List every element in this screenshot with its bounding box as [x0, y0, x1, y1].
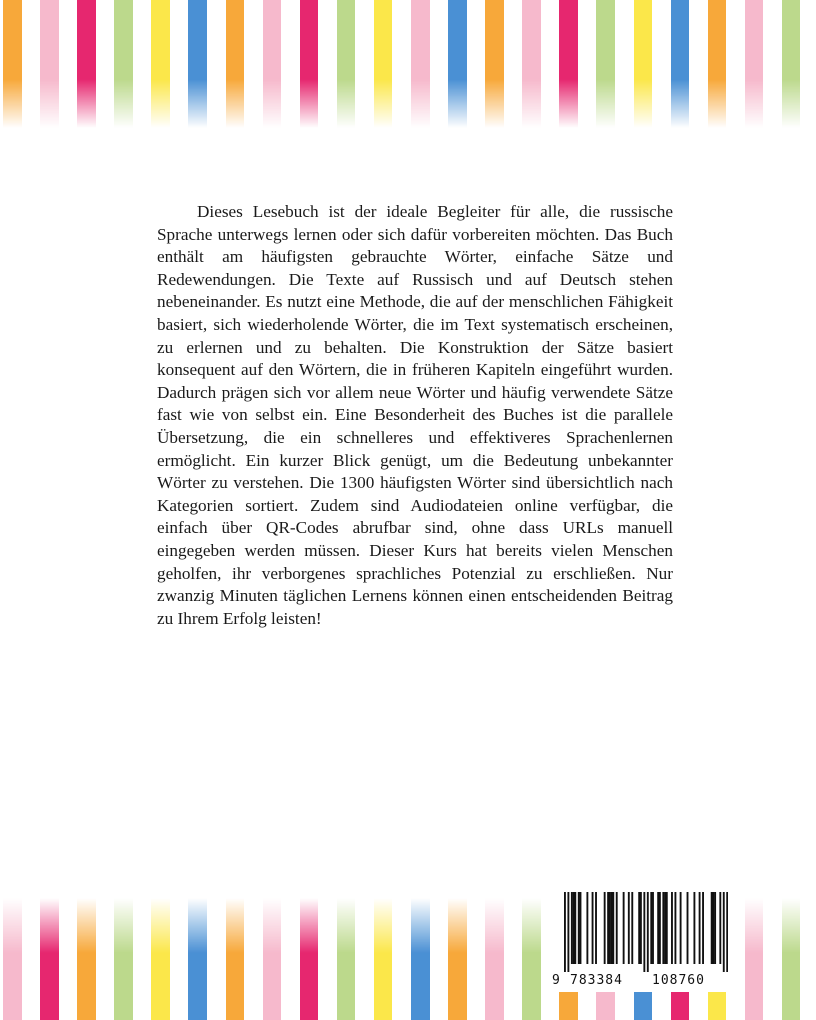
barcode-bar — [674, 892, 676, 964]
barcode-bar — [604, 892, 606, 964]
barcode-lead-digit: 9 — [552, 973, 561, 988]
barcode-bar — [687, 892, 689, 964]
stripe — [40, 898, 59, 1020]
barcode-bar — [659, 892, 661, 964]
stripe — [188, 0, 207, 128]
barcode-bar — [567, 892, 569, 972]
barcode-bar — [638, 892, 640, 964]
barcode-bar — [631, 892, 633, 964]
stripe — [151, 0, 170, 128]
stripe — [559, 0, 578, 128]
barcode-bar — [612, 892, 614, 964]
barcode-bar — [611, 892, 613, 964]
stripe — [596, 0, 615, 128]
stripe — [40, 0, 59, 128]
barcode-bar — [657, 892, 659, 964]
stripe — [522, 0, 541, 128]
barcode-bar — [609, 892, 611, 964]
barcode-bar — [574, 892, 576, 964]
book-description: Dieses Lesebuch ist der ideale Begleiter für alle, die russische Sprache unterwegs lernen oder sich dafür vorbereiten möchten. Das Buch enthält am häufigsten gebrauchte Wörter, einfache Sätze und Redewendungen. Die Texte auf Russisch und auf Deutsch stehen nebeneinander. Es nutzt eine Methode, die auf der menschlichen Fähigkeit basiert, sich wiederholende Wörter, die im Text systematisch erscheinen, zu erlernen und zu behalten. Die Konstruktion der Sätze basiert konsequent auf den Wörtern, die in früheren Kapiteln eingeführt wurden. Dadurch prägen sich vor allem neue Wörter und häufig verwendete Sätze fast wie von selbst ein. Eine Besonderheit des Buches ist die parallele Übersetzung, die ein schnelleres und effektiveres Sprachenlernen ermöglicht. Ein kurzer Blick genügt, um die Bedeutung unbekannter Wörter zu verstehen. Die 1300 häufigsten Wörter sind übersichtlich nach Kategorien sortiert. Zudem sind Audiodateien online verfügbar, die einfach über QR-Codes abrufbar sind, ohne dass URLs manuell eingegeben werden müssen. Dieser Kurs hat bereits vielen Menschen geholfen, ihr verborgenes sprachliches Potenzial zu erschließen. Nur zwanzig Minuten täglichen Lernens können einen entscheidenden Beitrag zu Ihrem Erfolg leisten! — [157, 202, 673, 628]
barcode-bar — [586, 892, 588, 964]
stripe — [411, 0, 430, 128]
barcode-bar — [628, 892, 630, 964]
barcode-bar — [662, 892, 664, 964]
barcode-bars — [564, 892, 728, 972]
stripe — [3, 898, 22, 1020]
stripe — [77, 0, 96, 128]
stripe — [522, 898, 541, 1020]
barcode-bar — [723, 892, 725, 972]
stripe — [263, 898, 282, 1020]
barcode-bar — [643, 892, 645, 972]
stripe — [263, 0, 282, 128]
barcode-bar — [726, 892, 728, 972]
barcode-bar — [564, 892, 566, 972]
stripe — [671, 0, 690, 128]
barcode-bar — [702, 892, 704, 964]
stripe — [151, 898, 170, 1020]
top-stripe-border — [0, 0, 816, 128]
stripe — [226, 898, 245, 1020]
stripe — [337, 0, 356, 128]
stripe — [448, 898, 467, 1020]
barcode-bar — [664, 892, 666, 964]
barcode-bar — [712, 892, 714, 964]
stripe — [782, 0, 801, 128]
barcode-bar — [680, 892, 682, 964]
barcode-bar — [640, 892, 642, 964]
stripe — [745, 0, 764, 128]
stripe — [485, 898, 504, 1020]
barcode-right-digits: 108760 — [652, 973, 705, 988]
stripe — [114, 898, 133, 1020]
stripe — [708, 0, 727, 128]
isbn-barcode — [548, 884, 738, 992]
barcode-bar — [666, 892, 668, 964]
stripe — [374, 0, 393, 128]
barcode-bar — [571, 892, 573, 964]
stripe — [374, 898, 393, 1020]
barcode-bar — [595, 892, 597, 964]
barcode-bar — [623, 892, 625, 964]
barcode-bar — [699, 892, 701, 964]
stripe — [3, 0, 22, 128]
stripe — [300, 898, 319, 1020]
barcode-bar — [652, 892, 654, 964]
stripe — [114, 0, 133, 128]
barcode-bar — [693, 892, 695, 964]
barcode-bar — [719, 892, 721, 964]
stripe — [226, 0, 245, 128]
stripe — [634, 0, 653, 128]
barcode-bar — [714, 892, 716, 964]
stripe — [77, 898, 96, 1020]
barcode-bar — [650, 892, 652, 964]
stripe — [188, 898, 207, 1020]
stripe — [745, 898, 764, 1020]
barcode-bar — [580, 892, 582, 964]
barcode-bar — [592, 892, 594, 964]
barcode-bar — [671, 892, 673, 964]
stripe — [337, 898, 356, 1020]
stripe — [411, 898, 430, 1020]
barcode-bar — [711, 892, 713, 964]
stripe — [448, 0, 467, 128]
barcode-bar — [616, 892, 618, 964]
stripe — [485, 0, 504, 128]
barcode-bar — [573, 892, 575, 964]
barcode-bar — [578, 892, 580, 964]
barcode-bar — [607, 892, 609, 964]
barcode-left-digits: 783384 — [570, 973, 623, 988]
stripe — [782, 898, 801, 1020]
barcode-bar — [647, 892, 649, 972]
stripe — [300, 0, 319, 128]
